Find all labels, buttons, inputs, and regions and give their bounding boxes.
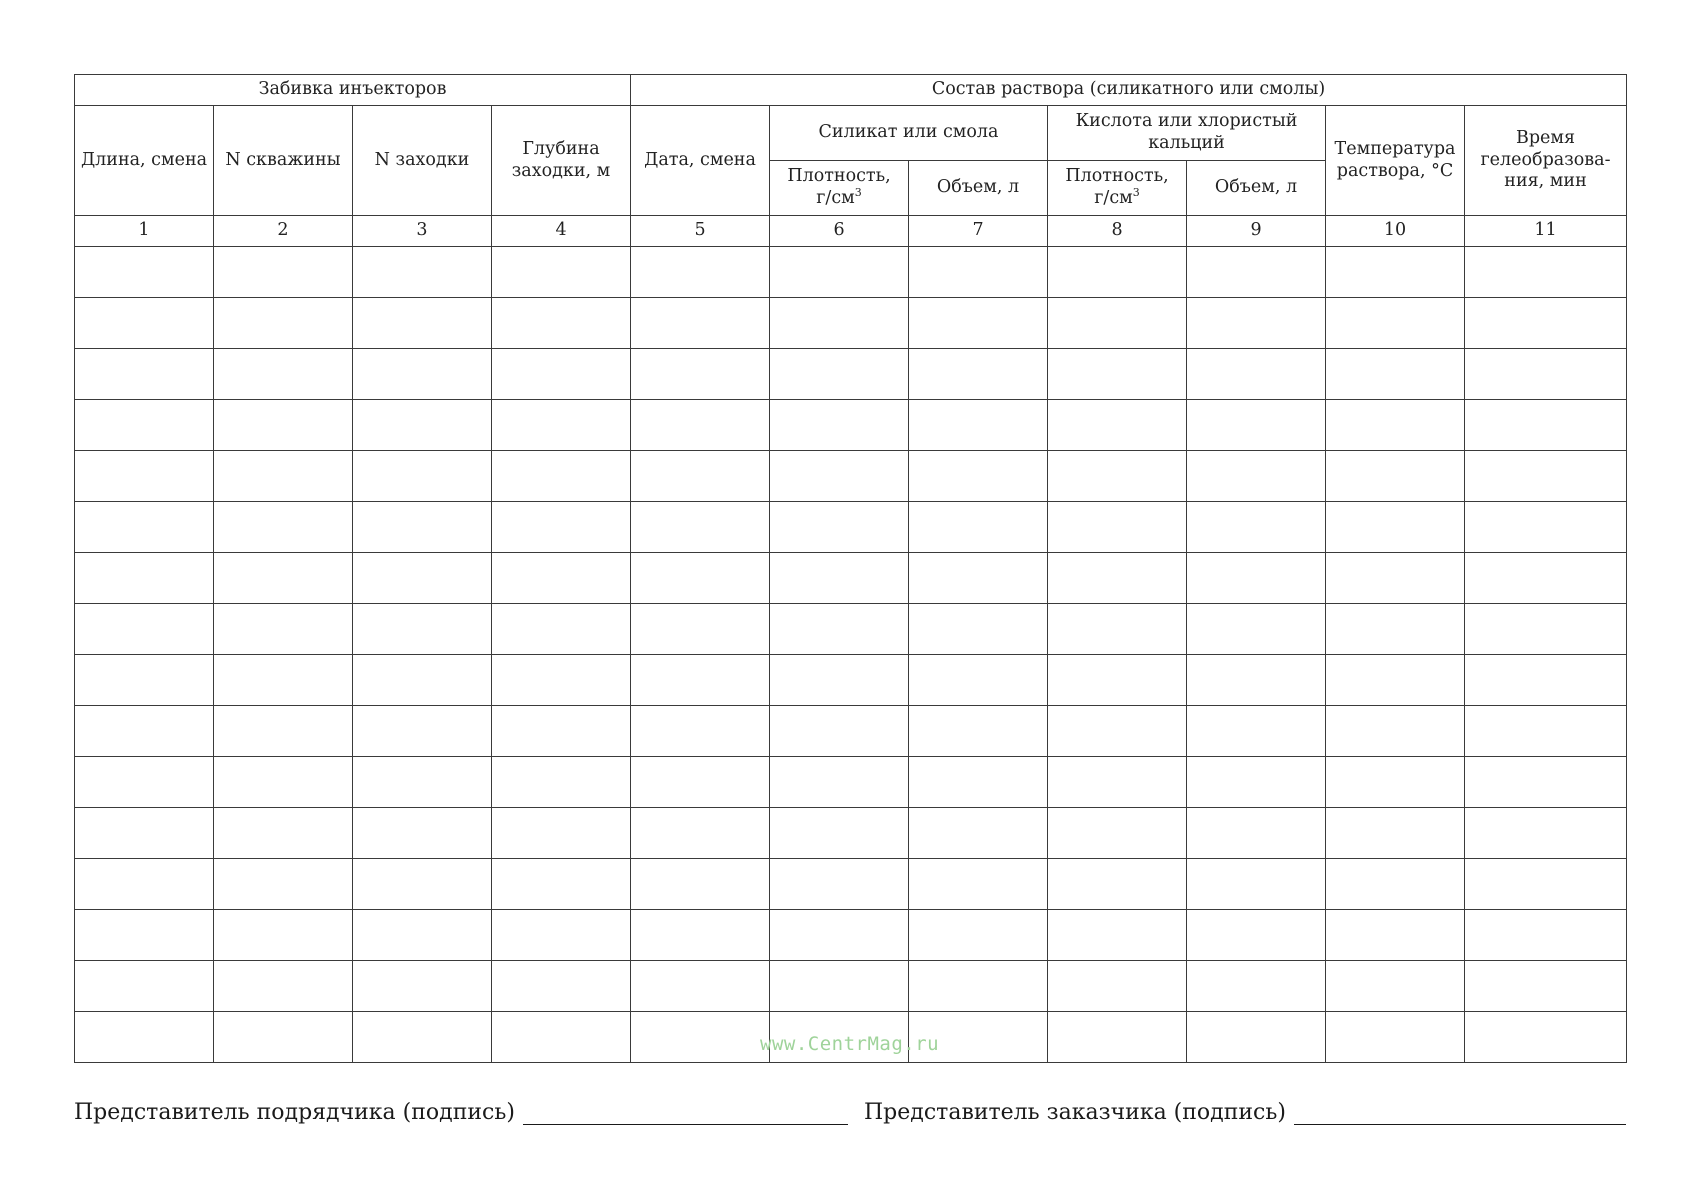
table-cell[interactable] — [214, 247, 353, 298]
table-cell[interactable] — [1465, 808, 1627, 859]
table-cell[interactable] — [1465, 859, 1627, 910]
table-cell[interactable] — [214, 808, 353, 859]
table-cell[interactable] — [631, 553, 770, 604]
table-cell[interactable] — [1048, 757, 1187, 808]
table-cell[interactable] — [631, 604, 770, 655]
table-cell[interactable] — [353, 961, 492, 1012]
col-header-entry-depth: Глубина заходки, м — [492, 106, 631, 216]
table-cell[interactable] — [1048, 655, 1187, 706]
table-row — [75, 655, 1627, 706]
table-cell[interactable] — [631, 757, 770, 808]
table-cell[interactable] — [492, 757, 631, 808]
table-cell[interactable] — [75, 400, 214, 451]
column-number: 9 — [1187, 216, 1326, 247]
table-cell[interactable] — [909, 961, 1048, 1012]
table-cell[interactable] — [631, 1012, 770, 1063]
table-cell[interactable] — [631, 808, 770, 859]
col-group-acid: Кислота или хлористый кальций — [1048, 106, 1326, 161]
table-cell[interactable] — [770, 247, 909, 298]
col-header-entry-no: N заходки — [353, 106, 492, 216]
customer-signature — [864, 1100, 1626, 1125]
table-cell[interactable] — [1187, 808, 1326, 859]
table-cell[interactable] — [75, 655, 214, 706]
table-cell[interactable] — [214, 451, 353, 502]
table-row — [75, 961, 1627, 1012]
table-cell[interactable] — [1465, 400, 1627, 451]
table-cell[interactable] — [1326, 910, 1465, 961]
table-cell[interactable] — [1465, 757, 1627, 808]
table-cell[interactable] — [492, 1012, 631, 1063]
table-cell[interactable] — [770, 910, 909, 961]
table-cell[interactable] — [353, 1012, 492, 1063]
table-cell[interactable] — [75, 349, 214, 400]
table-cell[interactable] — [1048, 604, 1187, 655]
table-cell[interactable] — [770, 859, 909, 910]
table-cell[interactable] — [353, 757, 492, 808]
table-cell[interactable] — [631, 298, 770, 349]
table-cell[interactable] — [1326, 553, 1465, 604]
table-cell[interactable] — [1465, 298, 1627, 349]
table-cell[interactable] — [1465, 910, 1627, 961]
table-cell[interactable] — [631, 502, 770, 553]
table-cell[interactable] — [214, 910, 353, 961]
col-header-date-shift: Дата, смена — [631, 106, 770, 216]
col-header-temperature: Температура раствора, °С — [1326, 106, 1465, 216]
table-cell[interactable] — [1048, 961, 1187, 1012]
column-number: 4 — [492, 216, 631, 247]
table-cell[interactable] — [214, 757, 353, 808]
table-row — [75, 910, 1627, 961]
table-cell[interactable] — [1465, 655, 1627, 706]
journal-table — [74, 74, 1627, 1063]
table-cell[interactable] — [770, 961, 909, 1012]
table-row — [75, 298, 1627, 349]
table-cell[interactable] — [214, 1012, 353, 1063]
table-cell[interactable] — [1465, 1012, 1627, 1063]
table-cell[interactable] — [1048, 553, 1187, 604]
table-cell[interactable] — [353, 553, 492, 604]
table-cell[interactable] — [353, 349, 492, 400]
table-row — [75, 859, 1627, 910]
table-cell[interactable] — [492, 604, 631, 655]
density-unit-sup: 3 — [854, 186, 862, 200]
table-cell[interactable] — [909, 910, 1048, 961]
table-cell[interactable] — [770, 553, 909, 604]
table-cell[interactable] — [353, 655, 492, 706]
table-cell[interactable] — [353, 604, 492, 655]
table-cell[interactable] — [770, 706, 909, 757]
table-cell[interactable] — [1465, 604, 1627, 655]
table-cell[interactable] — [909, 808, 1048, 859]
table-cell[interactable] — [353, 808, 492, 859]
table-cell[interactable] — [1326, 757, 1465, 808]
table-cell[interactable] — [1187, 553, 1326, 604]
table-cell[interactable] — [909, 400, 1048, 451]
signature-footer — [74, 1100, 1626, 1134]
table-cell[interactable] — [1187, 298, 1326, 349]
table-cell[interactable] — [492, 247, 631, 298]
table-cell[interactable] — [770, 757, 909, 808]
table-cell[interactable] — [492, 859, 631, 910]
table-cell[interactable] — [909, 349, 1048, 400]
table-cell[interactable] — [75, 502, 214, 553]
table-cell[interactable] — [1187, 655, 1326, 706]
table-cell[interactable] — [1326, 859, 1465, 910]
table-cell[interactable] — [75, 706, 214, 757]
table-cell[interactable] — [214, 349, 353, 400]
table-cell[interactable] — [1048, 502, 1187, 553]
table-cell[interactable] — [770, 502, 909, 553]
table-cell[interactable] — [492, 961, 631, 1012]
table-cell[interactable] — [909, 298, 1048, 349]
table-cell[interactable] — [75, 757, 214, 808]
column-number: 6 — [770, 216, 909, 247]
table-cell[interactable] — [1326, 655, 1465, 706]
table-cell[interactable] — [909, 859, 1048, 910]
table-cell[interactable] — [770, 349, 909, 400]
column-number-row — [75, 216, 1627, 247]
table-cell[interactable] — [1048, 298, 1187, 349]
customer-signature-label: Представитель заказчика (подпись) — [864, 1100, 1286, 1125]
table-cell[interactable] — [631, 400, 770, 451]
contractor-signature — [74, 1100, 848, 1125]
table-cell[interactable] — [75, 553, 214, 604]
table-cell[interactable] — [75, 298, 214, 349]
density-unit-sup: 3 — [1132, 186, 1140, 200]
table-cell[interactable] — [770, 808, 909, 859]
table-cell[interactable] — [631, 451, 770, 502]
density-label: Плотность, — [787, 166, 891, 187]
table-cell[interactable] — [353, 247, 492, 298]
table-cell[interactable] — [1326, 298, 1465, 349]
table-cell[interactable] — [1187, 502, 1326, 553]
col-header-acid-density — [1048, 161, 1187, 216]
table-cell[interactable] — [75, 859, 214, 910]
table-cell[interactable] — [1048, 808, 1187, 859]
table-cell[interactable] — [492, 502, 631, 553]
table-cell[interactable] — [1326, 604, 1465, 655]
table-cell[interactable] — [1465, 451, 1627, 502]
table-cell[interactable] — [492, 451, 631, 502]
table-cell[interactable] — [75, 451, 214, 502]
col-header-well-no: N скважины — [214, 106, 353, 216]
table-cell[interactable] — [1187, 706, 1326, 757]
table-cell[interactable] — [75, 247, 214, 298]
table-row — [75, 706, 1627, 757]
table-cell[interactable] — [1187, 400, 1326, 451]
table-cell[interactable] — [1326, 808, 1465, 859]
table-cell[interactable] — [1187, 910, 1326, 961]
table-cell[interactable] — [1187, 961, 1326, 1012]
density-unit: г/см — [1094, 188, 1133, 208]
table-cell[interactable] — [1465, 247, 1627, 298]
table-cell[interactable] — [1187, 247, 1326, 298]
table-row — [75, 604, 1627, 655]
table-cell[interactable] — [75, 961, 214, 1012]
table-cell[interactable] — [1465, 553, 1627, 604]
table-row — [75, 400, 1627, 451]
table-cell[interactable] — [214, 706, 353, 757]
table-cell[interactable] — [1326, 706, 1465, 757]
table-cell[interactable] — [492, 655, 631, 706]
table-cell[interactable] — [214, 655, 353, 706]
col-header-length-shift: Длина, смена — [75, 106, 214, 216]
table-cell[interactable] — [1326, 247, 1465, 298]
column-number: 11 — [1465, 216, 1627, 247]
column-number: 7 — [909, 216, 1048, 247]
table-cell[interactable] — [770, 298, 909, 349]
table-cell[interactable] — [1326, 349, 1465, 400]
journal-body — [75, 247, 1627, 1063]
table-cell[interactable] — [353, 910, 492, 961]
table-cell[interactable] — [909, 247, 1048, 298]
table-cell[interactable] — [1465, 961, 1627, 1012]
density-label: Плотность, — [1065, 166, 1169, 187]
density-unit: г/см — [816, 188, 855, 208]
table-cell[interactable] — [75, 910, 214, 961]
column-number: 2 — [214, 216, 353, 247]
table-cell[interactable] — [214, 400, 353, 451]
group-header-solution: Состав раствора (силикатного или смолы) — [631, 75, 1627, 106]
table-cell[interactable] — [1048, 247, 1187, 298]
table-cell[interactable] — [75, 808, 214, 859]
table-row — [75, 757, 1627, 808]
table-cell[interactable] — [492, 553, 631, 604]
table-cell[interactable] — [353, 502, 492, 553]
col-header-acid-volume: Объем, л — [1187, 161, 1326, 216]
table-cell[interactable] — [631, 961, 770, 1012]
table-cell[interactable] — [353, 706, 492, 757]
table-cell[interactable] — [909, 655, 1048, 706]
table-cell[interactable] — [909, 553, 1048, 604]
column-number: 3 — [353, 216, 492, 247]
table-cell[interactable] — [1187, 859, 1326, 910]
table-cell[interactable] — [1326, 1012, 1465, 1063]
table-row — [75, 247, 1627, 298]
column-number: 10 — [1326, 216, 1465, 247]
table-cell[interactable] — [909, 757, 1048, 808]
contractor-signature-line[interactable] — [523, 1100, 848, 1125]
table-cell[interactable] — [1465, 349, 1627, 400]
table-cell[interactable] — [1187, 349, 1326, 400]
table-cell[interactable] — [770, 655, 909, 706]
table-cell[interactable] — [631, 349, 770, 400]
watermark: www.CentrMag.ru — [760, 1033, 940, 1055]
table-cell[interactable] — [492, 910, 631, 961]
table-cell[interactable] — [1187, 604, 1326, 655]
table-cell[interactable] — [770, 400, 909, 451]
table-row — [75, 502, 1627, 553]
table-cell[interactable] — [214, 961, 353, 1012]
table-cell[interactable] — [1187, 757, 1326, 808]
table-cell[interactable] — [1187, 1012, 1326, 1063]
table-cell[interactable] — [214, 604, 353, 655]
table-row — [75, 553, 1627, 604]
table-cell[interactable] — [1048, 451, 1187, 502]
table-cell[interactable] — [1326, 400, 1465, 451]
table-cell[interactable] — [75, 1012, 214, 1063]
column-number: 8 — [1048, 216, 1187, 247]
table-cell[interactable] — [631, 859, 770, 910]
column-number: 5 — [631, 216, 770, 247]
table-cell[interactable] — [1048, 1012, 1187, 1063]
table-cell[interactable] — [1326, 451, 1465, 502]
table-cell[interactable] — [492, 298, 631, 349]
table-cell[interactable] — [1187, 451, 1326, 502]
table-cell[interactable] — [909, 604, 1048, 655]
table-cell[interactable] — [1465, 502, 1627, 553]
table-row — [75, 349, 1627, 400]
table-cell[interactable] — [353, 859, 492, 910]
col-header-gel-time: Время гелеобразова-ния, мин — [1465, 106, 1627, 216]
table-cell[interactable] — [1048, 349, 1187, 400]
table-cell[interactable] — [492, 400, 631, 451]
table-cell[interactable] — [1048, 859, 1187, 910]
table-cell[interactable] — [909, 706, 1048, 757]
table-cell[interactable] — [492, 706, 631, 757]
col-header-silicate-volume: Объем, л — [909, 161, 1048, 216]
table-row — [75, 451, 1627, 502]
table-cell[interactable] — [1048, 706, 1187, 757]
table-cell[interactable] — [492, 349, 631, 400]
table-cell[interactable] — [1465, 706, 1627, 757]
table-cell[interactable] — [770, 451, 909, 502]
table-cell[interactable] — [214, 553, 353, 604]
table-cell[interactable] — [631, 655, 770, 706]
col-group-silicate: Силикат или смола — [770, 106, 1048, 161]
col-header-silicate-density — [770, 161, 909, 216]
table-cell[interactable] — [492, 808, 631, 859]
table-cell[interactable] — [214, 298, 353, 349]
table-cell[interactable] — [1326, 961, 1465, 1012]
table-cell[interactable] — [1048, 910, 1187, 961]
table-cell[interactable] — [353, 400, 492, 451]
table-cell[interactable] — [631, 247, 770, 298]
group-header-injectors: Забивка инъекторов — [75, 75, 631, 106]
table-cell[interactable] — [1326, 502, 1465, 553]
table-cell[interactable] — [214, 502, 353, 553]
table-cell[interactable] — [214, 859, 353, 910]
table-cell[interactable] — [353, 298, 492, 349]
table-cell[interactable] — [909, 502, 1048, 553]
customer-signature-line[interactable] — [1294, 1100, 1626, 1125]
column-number: 1 — [75, 216, 214, 247]
table-cell[interactable] — [75, 604, 214, 655]
contractor-signature-label: Представитель подрядчика (подпись) — [74, 1100, 515, 1125]
table-cell[interactable] — [631, 706, 770, 757]
table-cell[interactable] — [631, 910, 770, 961]
table-row — [75, 808, 1627, 859]
table-cell[interactable] — [353, 451, 492, 502]
table-cell[interactable] — [909, 451, 1048, 502]
table-cell[interactable] — [770, 604, 909, 655]
table-cell[interactable] — [1048, 400, 1187, 451]
